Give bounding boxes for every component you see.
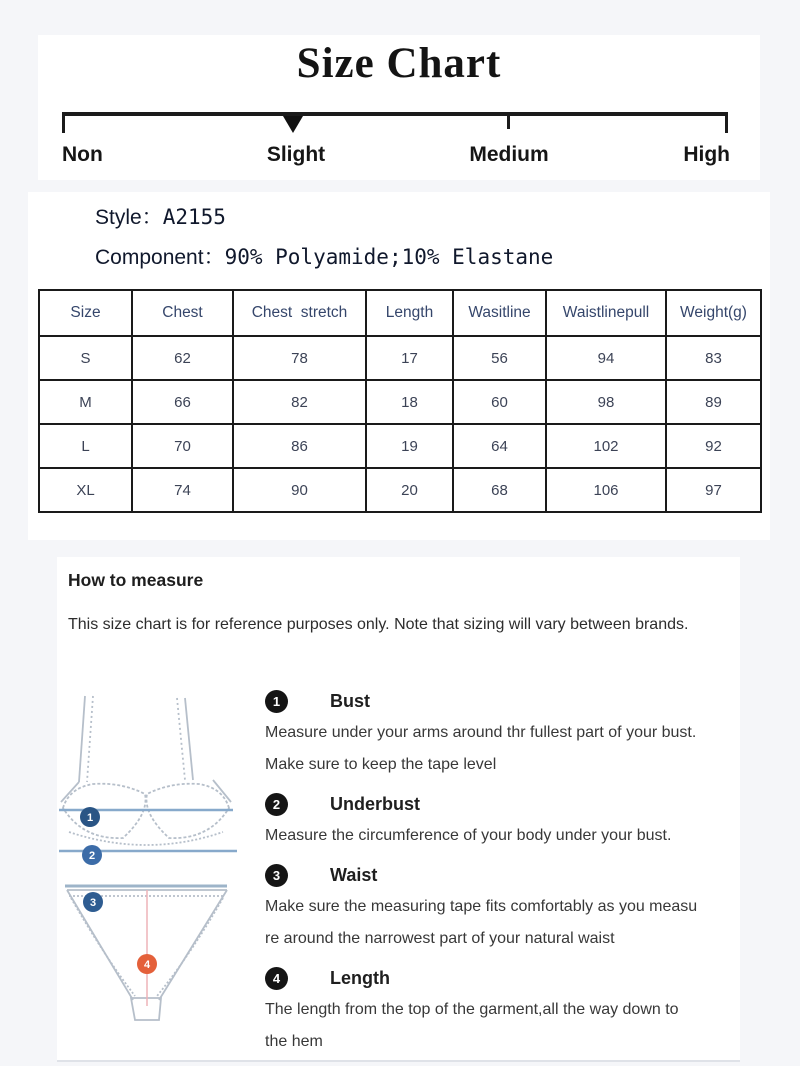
step-length-heading [265, 962, 740, 994]
table-cell: 56 [453, 336, 546, 380]
table-cell: S [39, 336, 132, 380]
component-label: Component： [95, 246, 225, 269]
table-cell: 20 [366, 468, 453, 512]
table-cell: 92 [666, 424, 761, 468]
measure-note: This size chart is for reference purposes only. Note that sizing will vary between brands. [68, 616, 689, 633]
table-cell: M [39, 380, 132, 424]
table-header-row [39, 290, 761, 336]
style-label: Style： [95, 206, 163, 229]
table-cell: 66 [132, 380, 233, 424]
step-2-title: Underbust [330, 793, 420, 814]
step-4-text: The length from the top of the garment,all the way down to [265, 1001, 679, 1018]
table-row [39, 336, 761, 380]
step-1-text: Make sure to keep the tape level [265, 756, 497, 773]
scale-marker-triangle-icon [283, 116, 303, 133]
table-cell: 19 [366, 424, 453, 468]
step-3-text: Make sure the measuring tape fits comfortably as you measu [265, 898, 698, 915]
size-chart-panel [38, 35, 760, 180]
stretch-scale-line [62, 112, 728, 116]
table-cell: 60 [453, 380, 546, 424]
step-1-title: Bust [330, 690, 370, 711]
table-cell: 18 [366, 380, 453, 424]
marker-2-number: 2 [88, 850, 96, 862]
table-cell: 94 [546, 336, 666, 380]
column-header: Chest [132, 290, 233, 336]
step-4-text: the hem [265, 1033, 323, 1050]
step-1-text: Measure under your arms around thr fullest part of your bust. [265, 724, 697, 741]
table-cell: 17 [366, 336, 453, 380]
table-row [39, 424, 761, 468]
table-row [39, 468, 761, 512]
component-value: 90% Polyamide;10% Elastane [224, 245, 554, 269]
column-header: Size [39, 290, 132, 336]
table-cell: 62 [132, 336, 233, 380]
table-cell: 97 [666, 468, 761, 512]
step-waist-heading [265, 859, 740, 891]
component-row [95, 241, 553, 271]
table-row [39, 380, 761, 424]
table-cell: 64 [453, 424, 546, 468]
step-4-badge: 4 [265, 967, 288, 990]
scale-label-slight: Slight [266, 143, 326, 166]
table-cell: 89 [666, 380, 761, 424]
step-3-text: re around the narrowest part of your natural waist [265, 930, 615, 947]
table-cell: L [39, 424, 132, 468]
size-table [38, 289, 762, 513]
column-header: Wasitline [453, 290, 546, 336]
table-cell: 68 [453, 468, 546, 512]
table-cell: 102 [546, 424, 666, 468]
step-2-text: Measure the circumference of your body under your bust. [265, 827, 672, 844]
table-cell: 98 [546, 380, 666, 424]
column-header: Weight(g) [666, 290, 761, 336]
lingerie-measure-illustration [59, 690, 259, 1042]
step-2-badge: 2 [265, 793, 288, 816]
step-bust-heading [265, 685, 740, 717]
step-1-badge: 1 [265, 690, 288, 713]
scale-label-high: High [683, 143, 730, 166]
table-cell: 86 [233, 424, 366, 468]
how-to-measure-panel [57, 557, 740, 1062]
table-cell: 70 [132, 424, 233, 468]
table-cell: 74 [132, 468, 233, 512]
step-3-badge: 3 [265, 864, 288, 887]
marker-1-number: 1 [86, 812, 94, 824]
table-cell: 106 [546, 468, 666, 512]
step-4-title: Length [330, 967, 390, 988]
table-cell: 78 [233, 336, 366, 380]
measure-steps [265, 685, 740, 1058]
column-header: Waistlinepull [546, 290, 666, 336]
scale-label-medium: Medium [469, 143, 549, 166]
table-cell: 82 [233, 380, 366, 424]
table-cell: 90 [233, 468, 366, 512]
column-header: Chest stretch [233, 290, 366, 336]
scale-tick-right [725, 112, 728, 133]
page-title: Size Chart [296, 40, 502, 87]
style-value: A2155 [162, 205, 226, 229]
measure-heading: How to measure [68, 570, 204, 590]
step-underbust-heading [265, 788, 740, 820]
scale-tick-left [62, 112, 65, 133]
step-3-title: Waist [330, 864, 378, 885]
scale-tick-medium [507, 112, 510, 129]
column-header: Length [366, 290, 453, 336]
size-table-panel [28, 192, 770, 540]
scale-label-non: Non [62, 143, 103, 166]
marker-3-number: 3 [89, 897, 97, 909]
marker-4-number: 4 [143, 959, 151, 971]
table-cell: 83 [666, 336, 761, 380]
style-row [95, 201, 226, 231]
table-cell: XL [39, 468, 132, 512]
